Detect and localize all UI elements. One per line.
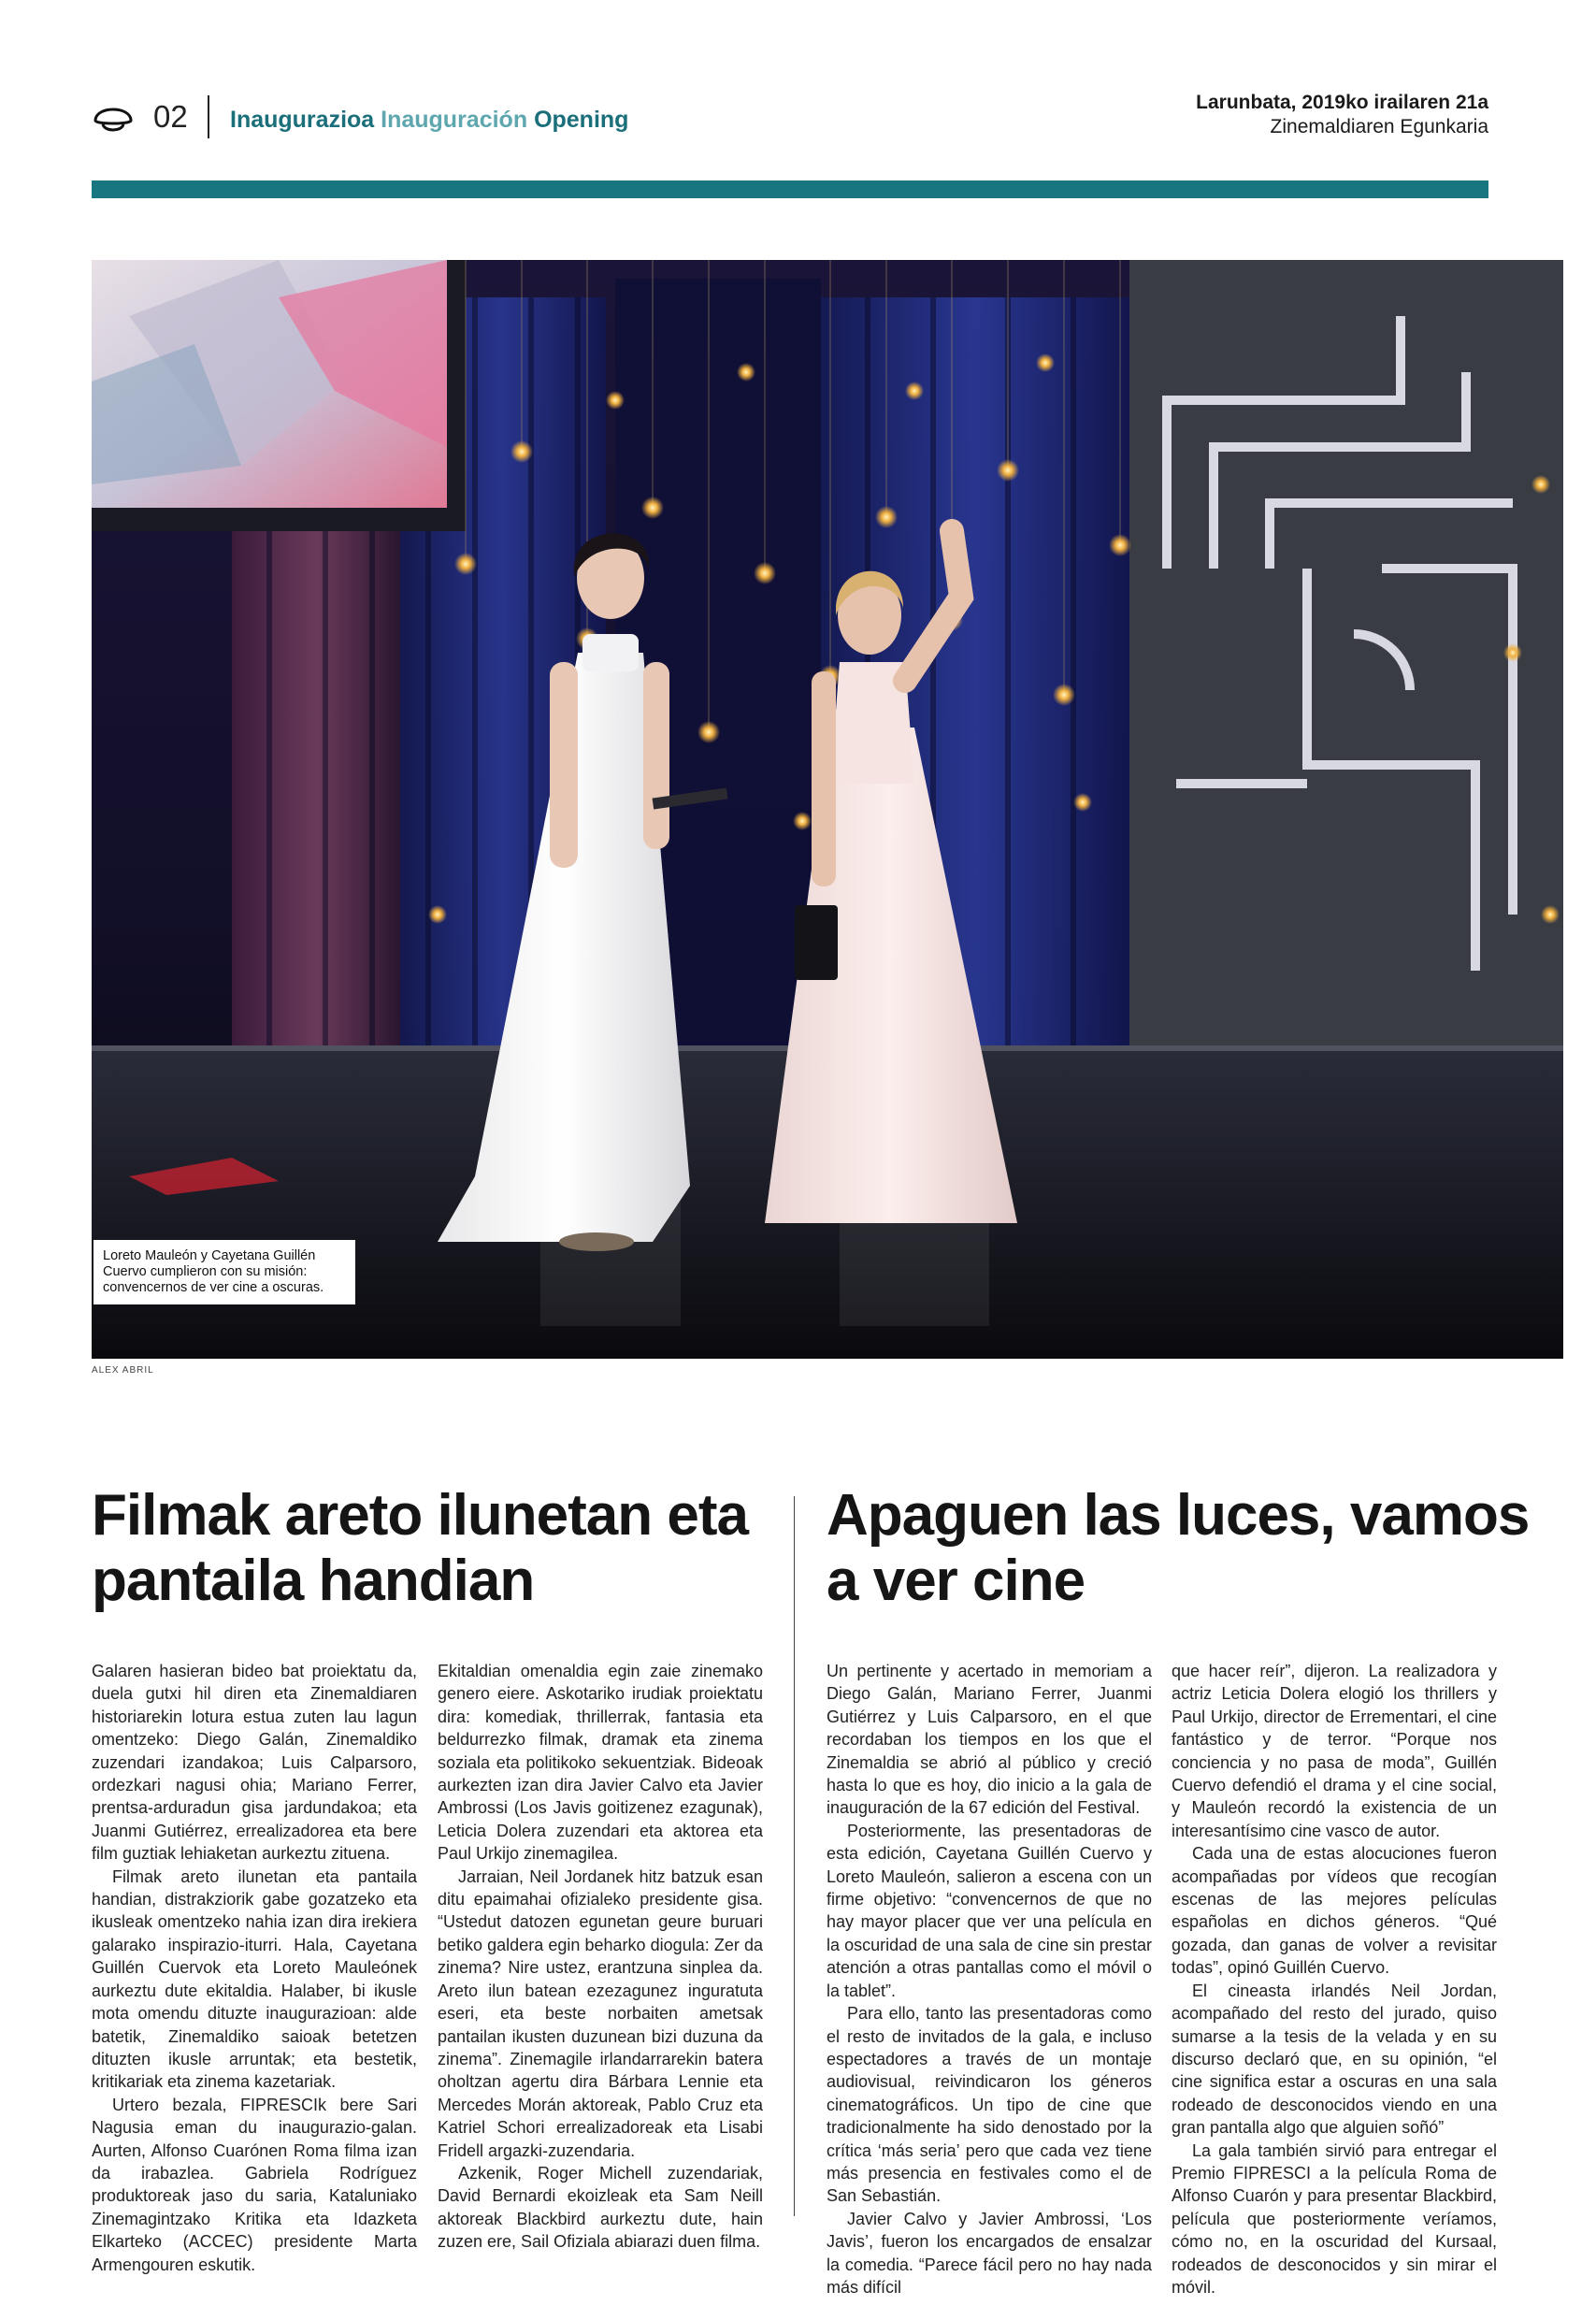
section-eu: Inaugurazioa xyxy=(230,107,375,133)
paragraph: Un pertinente y acertado in memoriam a Diego Galán, Mariano Ferrer, Juanmi Gutiérrez y Luis Calparsoro, en el que recordaban los tiempos en los que el Zinemaldia se abrió al público y creció hasta lo que es hoy, dio inicio a la gala de inauguración de la 67 edición del Festival. xyxy=(827,1662,1152,1818)
paragraph: Cada una de estas alocuciones fueron acompañadas por vídeos que recogían escenas de las mejores películas españolas en dichos géneros. “Qué gozada, dan ganas de volver a revisitar todas”, opinó Guillén Cuervo. xyxy=(1172,1844,1497,1978)
issue-date: Larunbata, 2019ko irailaren 21a xyxy=(1196,92,1488,113)
paragraph: Javier Calvo y Javier Ambrossi, ‘Los Javis’, fueron los encargados de ensalzar la comedia. “Parece fácil pero no hay nada más difícil xyxy=(827,2209,1152,2297)
stage-illustration xyxy=(92,260,1563,1359)
page-number: 02 xyxy=(153,99,188,134)
paragraph: Urtero bezala, FIPRESCIk bere Sari Nagusia eman du inaugurazio-galan. Aurten, Alfonso Cuarónen Roma filma izan da irabazlea. Gabriela Rodríguez produktoreak jaso du saria, Kataluniako Zinemagintzako Kritika eta Idazketa Elkarteko (ACCEC) presidente Marta Armengouren eskutik. xyxy=(92,2095,417,2274)
paragraph: La gala también sirvió para entregar el Premio FIPRESCI a la película Roma de Alfonso Cuarón y para presentar Blackbird, película que posteriormente veríamos, cómo no, en la oscuridad del Kursaal, rodeados de desconocidos y sin mirar el móvil. xyxy=(1172,2140,1497,2297)
headline-spanish: Apaguen las luces, vamos a ver cine xyxy=(827,1483,1530,1613)
article-eu-column-1 xyxy=(92,1660,417,2276)
paragraph-continued: que hacer reír”, dijeron. La realizadora y actriz Leticia Dolera elogió los thrillers y Paul Urkijo, director de Errementari, el cine fantástico y de terror. “Porque nos conciencia y no pasa de moda”, Guillén Cuervo defendió el drama y el cine social, y Mauleón recordó la existencia de un interesantísimo cine vasco de autor. xyxy=(1172,1662,1497,1840)
paragraph: Para ello, tanto las presentadoras como el resto de invitados de la gala, e incluso espectadores a través de un montaje audiovisual, reivindicaron los géneros cinematográficos. Un tipo de cine que tradicionalmente ha sido denostado por la crítica ‘más seria’ pero que cada vez tiene más presencia en festivales como el de San Sebastián. xyxy=(827,2004,1152,2206)
article-es-column-2 xyxy=(1172,1660,1497,2298)
festival-logo-icon xyxy=(92,96,135,139)
stage-photo xyxy=(92,260,1563,1359)
photo-credit: ALEX ABRIL xyxy=(92,1365,154,1376)
paragraph: Filmak areto ilunetan eta pantaila handian, distrakziorik gabe gozatzeko eta ikusleak omentzeko nahia izan dira irekiera galarako inspirazio-iturri. Hala, Cayetana Guillén Cuervok eta Loreto Mauleónek aurkeztu dute ekitaldia. Halaber, bi ikusle mota omendu dituzte inaugurazioan: alde batetik, Zinemaldiko saioak betetzen dituzten ikusle arruntak; eta bestetik, kritikariak eta zinema kazetariak. xyxy=(92,1866,417,2092)
paragraph: El cineasta irlandés Neil Jordan, acompañado del resto del jurado, quiso sumarse a la tesis de la velada y en su discurso declaró que, en su opinión, “el cine significa estar a oscuras en una sala rodeado de desconocidos viendo en una gran pantalla algo que alguien soñó” xyxy=(1172,1981,1497,2138)
photo-caption: Loreto Mauleón y Cayetana Guillén Cuervo cumplieron con su misión: convencernos de ver cine a oscuras. xyxy=(93,1240,355,1304)
section-en: Opening xyxy=(534,107,629,133)
headline-basque: Filmak areto ilunetan eta pantaila handian xyxy=(92,1483,748,1613)
section-es: Inauguración xyxy=(381,107,528,133)
paragraph: Ekitaldian omenaldia egin zaie zinemako genero eiere. Askotariko irudiak proiektatu dira: komediak, thrillerrak, fantasia eta beldurrezko filmak, dramak eta zinema soziala eta politikoko sekuentziak. Bideoak aurkezten izan dira Javier Calvo eta Javier Ambrossi (Los Javis goitizenez ezagunak), Leticia Dolera zuzendari eta aktorea eta Paul Urkijo zinemagilea. xyxy=(438,1662,763,1864)
paragraph: Jarraian, Neil Jordanek hitz batzuk esan ditu epaimahai ofizialeko presidente gisa. “Ustedut datozen egunetan geure buruari betiko galdera egin beharko diogula: Zer da zinema? Nire ustez, erantzuna sinplea da. Areto ilun batean ezezagunez inguratuta eseri, eta beste norbaiten ametsak pantailan ikusten duzunean bizi duzuna da zinema”. Zinemagile irlandarrarekin batera oholtzan agertu dira Bárbara Lennie eta Mercedes Morán aktoreak, Pablo Cruz eta Katriel Schori errealizadoreak eta Lisabi Fridell argazki-zuzendaria. xyxy=(438,1866,763,2160)
article-divider xyxy=(794,1496,795,2216)
paragraph: Azkenik, Roger Michell zuzendariak, David Bernardi ekoizleak eta Sam Neill aktoreak Blackbird aurkeztu dute, hain zuzen ere, Sail Ofiziala abiarazi duen filma. xyxy=(438,2163,763,2252)
header-divider xyxy=(208,95,209,138)
section-label xyxy=(230,107,628,134)
article-eu-column-2 xyxy=(438,1660,763,2254)
publication-name: Zinemaldiaren Egunkaria xyxy=(1270,116,1488,137)
paragraph: Galaren hasieran bideo bat proiektatu da, duela gutxi hil diren eta Zinemaldiaren historiarekin lotura estua zuten lau lagun omentzeko: Diego Galán, Zinemaldiko zuzendari izandakoa; Luis Calparsoro, ordezkari nagusi ohia; Mariano Ferrer, prentsa-arduradun gisa jardundakoa; eta Juanmi Gutiérrez, errealizadorea eta bere film guztiak lehiaketan aurkeztu zituena. xyxy=(92,1662,417,1864)
paragraph: Posteriormente, las presentadoras de esta edición, Cayetana Guillén Cuervo y Loreto Mauleón, salieron a escena con un firme objetivo: “convencernos de que no hay mayor placer que ver una película en la oscuridad de una sala de cine sin prestar atención a otras pantallas como el móvil o la tablet”. xyxy=(827,1821,1152,2000)
header-rule xyxy=(92,180,1488,198)
article-es-column-1 xyxy=(827,1660,1152,2298)
